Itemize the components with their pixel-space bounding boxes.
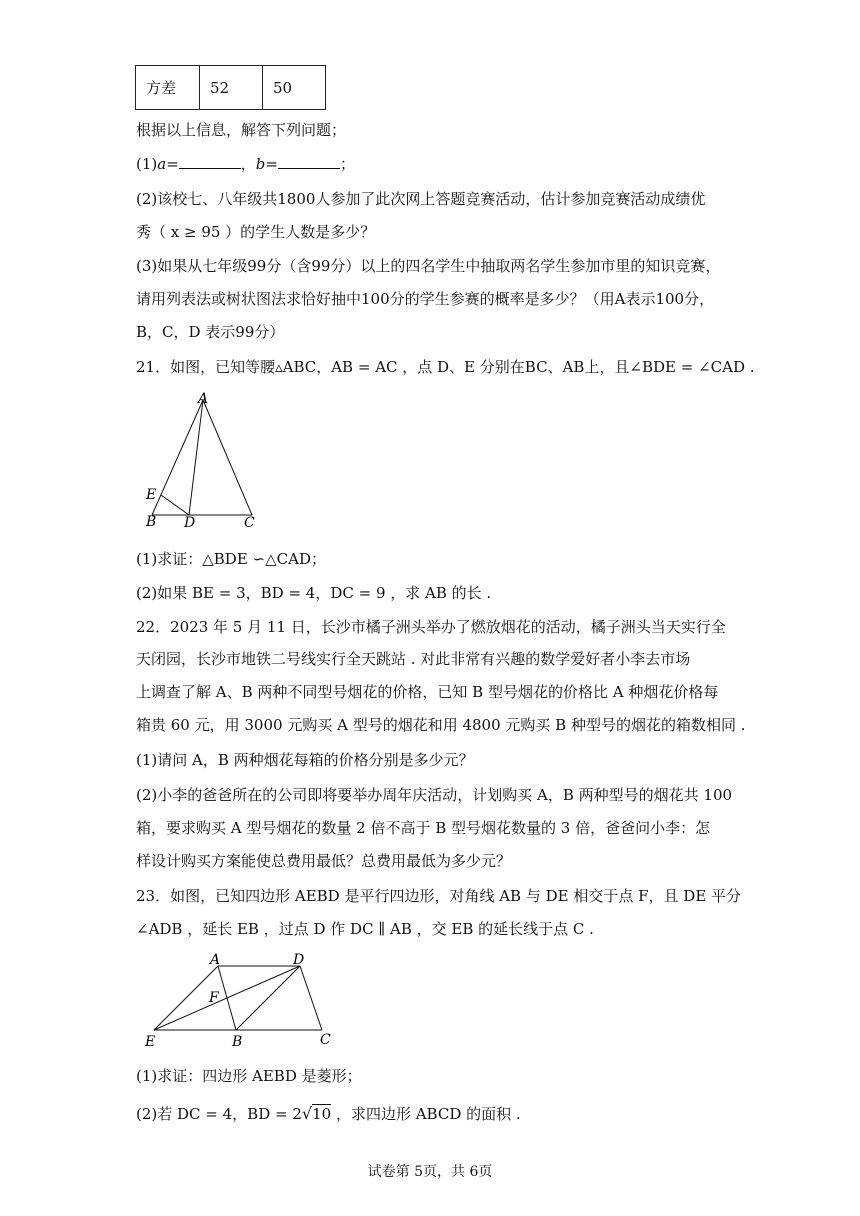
problem-23-part-1: (1)求证：四边形 AEBD 是菱形； [136, 1067, 362, 1085]
problem-21-part-1: (1)求证：△BDE ∽△CAD； [136, 550, 326, 568]
triangle-figure [140, 388, 270, 533]
problem-21-stem: 21．如图，已知等腰▵ABC，AB = AC ，点 D、E 分别在BC、AB上，且∠BDE = ∠CAD . [136, 358, 755, 376]
label-A: A [210, 952, 221, 968]
problem-22-line-3: 上调查了解 A、B 两种不同型号烟花的价格，已知 B 型号烟花的价格比 A 种烟花价格每 [136, 683, 719, 701]
page-footer: 试卷第 5页，共 6页 [367, 1164, 493, 1180]
question-1: (1)a= ，b= ； [136, 155, 355, 173]
problem-22-part-1: (1)请问 A，B 两种烟花每箱的价格分别是多少元？ [136, 751, 474, 769]
problem-22-part-2-line-1: (2)小李的爸爸所在的公司即将要举办周年庆活动，计划购买 A，B 两种型号的烟花共 100 [136, 786, 733, 804]
label-A: A [198, 391, 209, 407]
table-cell-value: 50 [263, 66, 326, 110]
problem-23-part-2: (2)若 DC = 4，BD = 2√10 ，求四边形 ABCD 的面积 . [136, 1104, 521, 1123]
label-E: E [146, 487, 157, 503]
table-cell-value: 52 [200, 66, 263, 110]
problem-22-line-2: 天闭园，长沙市地铁二号线实行全天跳站 . 对此非常有兴趣的数学爱好者小李去市场 [136, 650, 691, 668]
question-3-line-2: 请用列表法或树状图法求恰好抽中100分的学生参赛的概率是多少？（用A表示100分， [136, 290, 715, 308]
table-cell-label: 方差 [136, 66, 200, 110]
label-B: B [146, 514, 157, 530]
answer-blank-b [278, 154, 340, 169]
problem-22-part-2-line-3: 样设计购买方案能使总费用最低？总费用最低为多少元？ [136, 852, 512, 870]
label-C: C [320, 1032, 331, 1048]
variance-table [135, 65, 326, 110]
problem-22-line-1: 22．2023 年 5 月 11 日，长沙市橘子洲头举办了燃放烟花的活动，橘子洲头当天实行全 [136, 618, 726, 636]
label-F: F [209, 990, 219, 1006]
problem-22-part-2-line-2: 箱，要求购买 A 型号烟花的数量 2 倍不高于 B 型号烟花数量的 3 倍，爸爸问小李：怎 [136, 819, 711, 837]
parallelogram-figure [140, 952, 340, 1052]
label-E: E [145, 1034, 156, 1050]
label-D: D [293, 952, 305, 968]
problem-23-line-2: ∠ADB ，延长 EB ，过点 D 作 DC ∥ AB ，交 EB 的延长线于点 C . [136, 920, 594, 938]
table-row [136, 66, 326, 110]
problem-22-line-4: 箱贵 60 元，用 3000 元购买 A 型号的烟花和用 4800 元购买 B 种型号的烟花的箱数相同 . [136, 716, 746, 734]
label-B: B [232, 1034, 243, 1050]
question-3-line-3: B，C，D 表示99分） [136, 323, 285, 341]
label-D: D [184, 515, 196, 531]
problem-23-line-1: 23．如图，已知四边形 AEBD 是平行四边形，对角线 AB 与 DE 相交于点 F，且 DE 平分 [136, 887, 742, 905]
answer-blank-a [179, 154, 241, 169]
question-3-line-1: (3)如果从七年级99分（含99分）以上的四名学生中抽取两名学生参加市里的知识竞赛， [136, 257, 721, 275]
sqrt-symbol: √ [301, 1104, 313, 1123]
label-C: C [244, 515, 255, 531]
intro-text: 根据以上信息，解答下列问题； [136, 121, 347, 139]
question-2-line-1: (2)该校七、八年级共1800人参加了此次网上答题竞赛活动，估计参加竞赛活动成绩优 [136, 190, 706, 208]
question-2-line-2: 秀（ x ≥ 95 ）的学生人数是多少？ [136, 223, 376, 241]
problem-21-part-2: (2)如果 BE = 3，BD = 4，DC = 9 ，求 AB 的长 . [136, 584, 492, 602]
